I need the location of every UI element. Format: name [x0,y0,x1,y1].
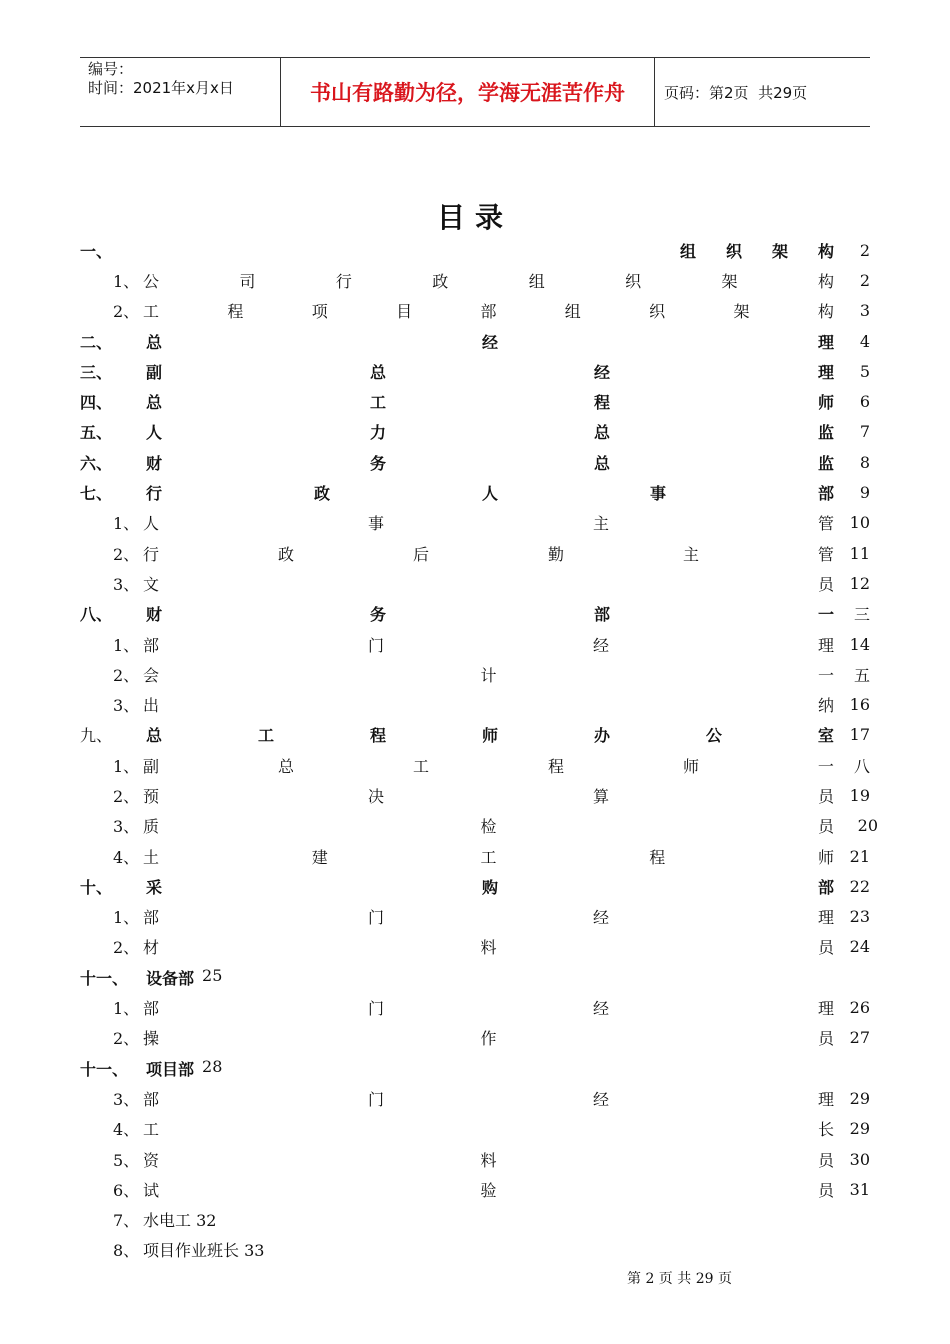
motto-text: 书山有路勤为径，学海无涯苦作舟 [310,81,625,105]
toc-title-char: 经 [481,332,498,352]
toc-entry [80,841,870,871]
toc-title-char: 事 [649,484,666,504]
toc-title-char: 财 [146,453,163,473]
toc-number: 2、 [113,786,140,806]
toc-title [143,754,870,777]
toc-title-char: 土 [143,847,160,867]
toc-title-char: 一 [817,605,834,625]
toc-title-char: 料 [480,938,497,958]
toc-page-number: 三 [853,605,870,625]
toc-title-char: 监 [817,453,834,473]
toc-title-char: 一 [817,756,834,776]
toc-entry [80,629,870,659]
toc-title-char: 政 [313,484,330,504]
toc-number: 6、 [113,1180,140,1200]
toc-number: 2、 [113,544,140,564]
toc-entry [80,932,870,962]
toc-page-number: 3 [859,301,870,321]
toc-entry [80,1083,870,1113]
toc-number: 3、 [113,696,140,716]
toc-title-char: 门 [367,908,384,928]
toc-title-char: 项目部 [146,1059,195,1079]
toc-title-char: 架 [721,271,738,291]
toc-page-number: 五 [853,665,870,685]
toc-page-number: 2 [859,240,870,260]
toc-page-number: 10 [849,513,870,533]
toc-entry [80,1174,870,1204]
toc-section [80,326,870,356]
toc-title-char: 人 [481,484,498,504]
toc-entry [80,568,870,598]
toc-title-char: 师 [817,847,834,867]
toc-number: 2、 [113,938,140,958]
toc-title-char: 政 [277,544,294,564]
toc-page-number: 17 [849,725,870,745]
toc-page-number: 14 [849,634,870,654]
toc-title-char: 理 [817,1089,834,1109]
toc-section [80,386,870,416]
toc-page-number: 23 [849,907,870,927]
toc-page-number: 4 [859,331,870,351]
toc-number: 1、 [113,756,140,776]
toc-number: 1、 [113,635,140,655]
toc-entry [80,659,870,689]
toc-title-char: 织 [625,271,642,291]
toc-entry [80,508,870,538]
toc-number: 一、 [80,241,113,261]
toc-page-number: 7 [859,422,870,442]
toc-number: 3、 [113,1089,140,1109]
toc-title [143,996,870,1019]
toc-entry [80,1114,870,1144]
toc-title-char: 部 [143,999,160,1019]
toc-title-char: 一 [817,665,834,685]
toc-page-number: 30 [849,1149,870,1169]
toc-title-char: 司 [239,271,256,291]
toc-page-number: 29 [849,1119,870,1139]
toc-title-char: 室 [817,726,834,746]
page-title: 目录 [436,201,513,234]
toc-number: 1、 [113,908,140,928]
toc-number: 二、 [80,332,113,352]
toc-title-char: 办 [593,726,610,746]
toc-entry [80,780,870,810]
toc-title [143,633,870,656]
toc-entry [80,296,870,326]
toc-section [80,356,870,386]
toc-title-char: 部 [817,484,834,504]
toc-page-number: 21 [849,846,870,866]
toc-title-char: 员 [817,1029,834,1049]
toc-title-char: 人 [146,423,163,443]
toc-page-number: 8 [859,452,870,472]
toc-title-char: 门 [367,1089,384,1109]
toc-title-char: 质 [143,817,160,837]
toc-title-char: 部 [143,908,160,928]
toc-section [80,447,870,477]
toc-number: 八、 [80,605,113,625]
toc-title-char: 25 [202,965,223,985]
toc-number: 1、 [113,999,140,1019]
toc-section [80,1053,870,1083]
toc-number: 4、 [113,847,140,867]
toc-title-char: 工 [480,847,497,867]
toc-title-char: 勤 [547,544,564,564]
toc-title-char: 后 [412,544,429,564]
toc-number: 2、 [113,1029,140,1049]
toc-title-char: 务 [369,605,386,625]
toc-title [143,1238,264,1261]
toc-title-char: 检 [480,817,497,837]
toc-title-char: 总 [146,332,163,352]
time-label: 时间：2021年x月x日 [88,79,234,97]
toc-title [146,360,870,383]
toc-title-char: 工 [412,756,429,776]
toc-section [80,235,870,265]
toc-page-number: 5 [859,361,870,381]
toc-page-number: 19 [849,785,870,805]
toc-title-char: 副 [143,756,160,776]
toc-title-char: 试 [143,1180,160,1200]
toc-title [143,1148,870,1171]
toc-title-char: 员 [817,938,834,958]
toc-title-char: 人 [143,514,160,534]
toc-title [143,693,870,716]
toc-entry [80,992,870,1022]
toc-title-char: 建 [311,847,328,867]
toc-title-char: 主 [592,514,609,534]
toc-title-char: 目 [396,302,413,322]
toc-title [143,935,870,958]
toc-title-char: 公 [705,726,722,746]
toc-title [146,239,870,262]
toc-title-char: 构 [817,271,834,291]
toc-title [143,845,870,868]
toc-title-char: 政 [432,271,449,291]
toc-title [146,723,870,746]
toc-title [143,299,870,322]
toc-number: 五、 [80,423,113,443]
toc-title-char: 员 [817,1150,834,1170]
toc-page-number: 2 [859,270,870,290]
page-info: 页码：第2页 共29页 [664,83,808,102]
toc-number: 七、 [80,484,113,504]
toc-title-char: 架 [771,241,788,261]
toc-title-char: 副 [146,362,163,382]
toc-title-char: 部 [480,302,497,322]
toc-number: 7、 [113,1211,140,1231]
toc-page-number: 22 [849,876,870,896]
toc-title-char: 设备部 [146,968,195,988]
toc-title-char: 行 [143,544,160,564]
toc-title-char: 织 [649,302,666,322]
toc-title-char: 总 [146,726,163,746]
toc-title-char: 会 [143,665,160,685]
toc-title-char: 工 [369,393,386,413]
toc-title [146,966,222,989]
toc-number: 九、 [80,726,113,746]
toc-title-char: 计 [480,665,497,685]
toc-number: 1、 [113,514,140,534]
toc-title [143,542,870,565]
toc-title-char: 料 [480,1150,497,1170]
toc-title [143,1178,870,1201]
toc-title-char: 行 [335,271,352,291]
toc-page-number: 12 [849,573,870,593]
toc-title-char: 理 [817,332,834,352]
toc-title-char: 总 [593,453,610,473]
table-of-contents [80,235,878,1265]
toc-title-char: 员 [817,786,834,806]
toc-number: 4、 [113,1120,140,1140]
toc-title-char: 管 [817,544,834,564]
toc-title-char: 行 [146,484,163,504]
toc-page-number: 31 [849,1179,870,1199]
toc-title-char: 文 [143,574,160,594]
toc-title-char: 公 [143,271,160,291]
toc-number: 3、 [113,574,140,594]
toc-title-char: 师 [682,756,699,776]
toc-title [143,1087,870,1110]
toc-title [146,451,870,474]
toc-entry [80,902,870,932]
toc-title-char: 总 [277,756,294,776]
toc-title-char: 水电工 32 [143,1211,217,1231]
toc-title [143,511,870,534]
toc-title-char: 项目作业班长 33 [143,1241,265,1261]
toc-title-char: 总 [146,393,163,413]
toc-section [80,417,870,447]
toc-title-char: 长 [817,1120,834,1140]
toc-title [146,420,870,443]
toc-number: 2、 [113,665,140,685]
toc-page-number: 27 [849,1028,870,1048]
toc-number: 2、 [113,302,140,322]
toc-page-number: 八 [853,756,870,776]
toc-number: 六、 [80,453,113,473]
toc-title-char: 部 [143,635,160,655]
toc-title-char: 程 [547,756,564,776]
toc-number: 十一、 [80,968,129,988]
toc-title-char: 组 [564,302,581,322]
toc-section [80,962,870,992]
toc-title [143,1208,216,1231]
toc-title-char: 材 [143,938,160,958]
toc-title-char: 理 [817,635,834,655]
toc-title [146,481,870,504]
page-footer: 第 2 页 共 29 页 [627,1271,732,1287]
toc-page-number: 26 [849,998,870,1018]
toc-title-char: 理 [817,999,834,1019]
toc-number: 四、 [80,393,113,413]
toc-title-char: 经 [592,999,609,1019]
toc-number: 3、 [113,817,140,837]
toc-entry [80,1144,870,1174]
toc-title-char: 员 [817,1180,834,1200]
toc-title-char: 程 [649,847,666,867]
header-motto-cell [281,58,655,126]
toc-number: 8、 [113,1241,140,1261]
toc-title-char: 项 [311,302,328,322]
toc-title-char: 师 [481,726,498,746]
toc-title-char: 员 [817,574,834,594]
toc-title-char: 工 [143,1120,160,1140]
toc-title-char: 组 [528,271,545,291]
toc-title-char: 作 [480,1029,497,1049]
toc-title-char: 监 [817,423,834,443]
toc-title-char: 程 [369,726,386,746]
toc-entry [80,538,870,568]
toc-entry [80,750,870,780]
toc-title [143,784,870,807]
toc-title-char: 织 [725,241,742,261]
toc-title-char: 总 [593,423,610,443]
toc-title-char: 纳 [817,696,834,716]
toc-title-char: 财 [146,605,163,625]
toc-title-char: 购 [481,877,498,897]
toc-title [143,1026,870,1049]
toc-entry [80,265,870,295]
toc-title-char: 理 [817,362,834,382]
toc-number: 十一、 [80,1059,129,1079]
toc-title-char: 构 [817,241,834,261]
toc-entry [80,1235,870,1265]
toc-title [143,269,870,292]
toc-title [143,905,870,928]
toc-number: 三、 [80,362,113,382]
toc-entry [80,689,870,719]
toc-number: 1、 [113,271,140,291]
toc-title-char: 资 [143,1150,160,1170]
toc-title [146,602,870,625]
toc-title [143,663,870,686]
toc-title-char: 部 [593,605,610,625]
toc-page-number: 11 [849,543,870,563]
toc-title-char: 师 [817,393,834,413]
toc-section [80,871,870,901]
toc-title-char: 验 [480,1180,497,1200]
toc-title [143,814,870,837]
toc-number: 5、 [113,1150,140,1170]
toc-title [143,572,870,595]
toc-page-number: 20 [857,816,878,836]
toc-entry [80,811,878,841]
toc-section [80,599,870,629]
toc-page-number: 6 [859,392,870,412]
toc-title-char: 务 [369,453,386,473]
toc-title-char: 工 [143,302,160,322]
toc-page-number: 9 [859,483,870,503]
toc-title-char: 管 [817,514,834,534]
toc-title-char: 经 [592,635,609,655]
toc-title [146,330,870,353]
toc-title-char: 程 [593,393,610,413]
toc-page-number: 24 [849,937,870,957]
toc-title-char: 理 [817,908,834,928]
toc-section [80,720,870,750]
toc-title-char: 组 [679,241,696,261]
toc-entry [80,1205,870,1235]
toc-title-char: 经 [593,362,610,382]
toc-title-char: 算 [592,786,609,806]
toc-title-char: 总 [369,362,386,382]
toc-title-char: 门 [367,999,384,1019]
header-meta-cell [80,58,281,126]
toc-entry [80,1023,870,1053]
toc-title-char: 工 [257,726,274,746]
toc-page-number: 16 [849,695,870,715]
toc-title-char: 28 [202,1056,223,1076]
toc-title-char: 操 [143,1029,160,1049]
toc-title-char: 架 [733,302,750,322]
toc-title-char: 部 [817,877,834,897]
toc-title-char: 力 [369,423,386,443]
toc-title [146,875,870,898]
toc-title [143,1117,870,1140]
toc-title-char: 采 [146,877,163,897]
toc-title-char: 出 [143,696,160,716]
toc-title-char: 事 [367,514,384,534]
toc-title-char: 主 [682,544,699,564]
toc-title-char: 部 [143,1089,160,1109]
toc-title-char: 预 [143,786,160,806]
toc-section [80,477,870,507]
toc-title-char: 经 [592,908,609,928]
toc-title-char: 决 [367,786,384,806]
toc-title-char: 门 [367,635,384,655]
number-label: 编号： [88,60,134,78]
toc-page-number: 29 [849,1088,870,1108]
toc-title [146,390,870,413]
header-page-cell [655,58,870,126]
document-header [80,57,870,127]
toc-title-char: 构 [817,302,834,322]
toc-number: 十、 [80,877,113,897]
toc-title-char: 经 [592,1089,609,1109]
toc-title [146,1057,222,1080]
toc-title-char: 程 [227,302,244,322]
toc-title-char: 员 [817,817,834,837]
